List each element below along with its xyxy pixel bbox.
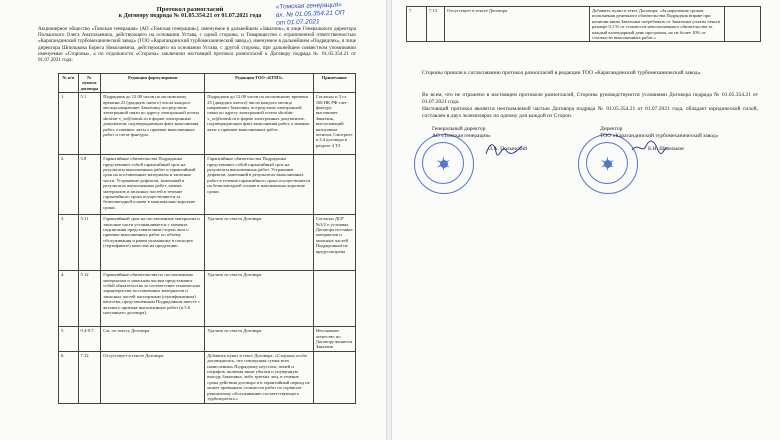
stamp-line: вх. № 01.05.354.21 ОП	[275, 9, 345, 19]
row-contractor-wording: Удалить из текста Договора	[205, 215, 313, 271]
row-clause: 7.13	[427, 7, 445, 42]
row-number: 3.	[59, 215, 79, 271]
protocol-title: Протокол разногласий	[156, 6, 224, 13]
row-clause: 5.11	[78, 215, 101, 271]
row-note: Согласно п.3 ст. 168 НК РФ счет-фактуру выставляет Заказчик, выступающий налоговым агентом. Смотрите п.3.4 договора в разделе 4 ТЗ	[313, 93, 355, 155]
signatory-org: АО «Томская генерация»	[432, 132, 491, 139]
row-number: 7.	[407, 7, 427, 42]
agreement-paragraph: Настоящий протокол является неотъемлемой частью Договора подряда № 01.05.354.21 от 01.07.2021 года, обладает юридической силой, составлен в двух экземплярах по одному для каждой из Сторон.	[422, 106, 758, 119]
table-header-row	[59, 74, 356, 93]
table-row	[59, 351, 356, 403]
row-contractor-wording: Добавить пункт в текст Договора: «Стороны особо договорились, что совокупная сумма всех начисленных Подрядчику неустоек, пеней и штрафов, включая иные убытки и упущенную выгоду Заказчика, либо третьих лиц, в течение срока действия договора и в гарантийный период не может превышать стоимости работ по сервисно-ремонтному обслуживанию соответствующего турбоагрегата.»	[205, 351, 313, 403]
stamp-line: «Томская генерация»	[275, 1, 342, 11]
row-customer-wording: Гарантийный срок на поставленные материалы и запасные части устанавливается с момента подписания представителями сторон акта о приемке выполненных работ по объему обслуживания и равен указанному в паспорте (сертификате) качества на продукцию.	[101, 215, 205, 271]
table-row	[407, 7, 761, 42]
signatory-name: О.А. Полынский	[488, 146, 528, 152]
table-row	[59, 327, 356, 352]
row-note	[313, 351, 355, 403]
signatory-role: Генеральный директор	[432, 126, 486, 132]
row-note: Неосновное агентство по Договору является Заказчик	[313, 327, 355, 352]
table-row	[59, 155, 356, 215]
handwritten-signature-left	[484, 140, 524, 158]
row-number: 5.	[59, 327, 79, 352]
row-note	[313, 155, 355, 215]
row-contractor-wording: Удалить из текста Договора	[205, 327, 313, 352]
row-number: 6.	[59, 351, 79, 403]
row-note	[313, 271, 355, 327]
signature-block-contractor	[600, 126, 750, 152]
row-customer-wording: См. по тексту Договора	[101, 327, 205, 352]
row-number: 2.	[59, 155, 79, 215]
table-row	[59, 215, 356, 271]
signatory-org: ТОО «Карагандинский турбомеханический завод»	[600, 132, 719, 139]
row-customer-wording: Гарантийные обязательства Подрядчика представляют собой гарантийный срок на результаты выполненных работ и гарантийный срок на поставленные материалы и запасные части. Устранение дефектов, замечаний в результатах выполненных работ, замена материалов и запасных частей в течение гарантийного срока осуществляются за безвозмездной основе в максимально короткие сроки.	[101, 155, 205, 215]
stamp-line: от 01.07.2021	[276, 18, 320, 27]
table-row	[59, 93, 356, 155]
agreement-paragraph: Во всем, что не отражено в настоящем протоколе разногласий, Стороны руководствуются условиями Договора подряда № 01.05.354.21 от 01.07.2021 года.	[422, 92, 758, 105]
table-row	[59, 271, 356, 327]
signatory-name: Б.Н. Шпильков	[648, 146, 684, 152]
row-contractor-wording: Удалить из текста Договора	[205, 271, 313, 327]
row-clause: 7.12	[78, 351, 101, 403]
document-page-left	[0, 0, 386, 440]
header-clause: № пункта договора	[78, 74, 101, 93]
document-page-right	[392, 0, 780, 440]
row-number: 1.	[59, 93, 79, 155]
row-customer-wording: Отсутствует в тексте Договора	[101, 351, 205, 403]
row-clause: 5.12	[78, 271, 101, 327]
header-number: № п/п	[59, 74, 79, 93]
row-contractor-wording: Гарантийные обязательства Подрядчика представляют собой гарантийный срок на результаты выполненных работ. Устранение дефектов, замечаний в результатах выполненных работ в течение гарантийного срока осуществляется на безвозмездной основе в максимально короткие сроки.	[205, 155, 313, 215]
row-note: Согласно ДСР №3/2 о условиях Договора поставка материалов и запасных частей Подрядчиком не предусмотрена	[313, 215, 355, 271]
row-customer-wording: Подрядчик до 12.00 часов по московскому времени 25 (двадцать пятого) числа каждого месяца направляет Заказчику посредством электронной связи по адресу электронной почты shoshin-v_se@tomsk.ru в форме электронных документов, подтверждающих факт выполнения работ, а именно: акты о приемке выполненных работ и счета-фактуры.	[101, 93, 205, 155]
header-contractor-wording: Редакция ТОО «КТМЗ»	[205, 74, 313, 93]
row-clause: 9.4-9.7	[78, 327, 101, 352]
company-seal-left	[414, 134, 474, 194]
company-seal-right	[578, 134, 638, 194]
header-note: Примечание	[313, 74, 355, 93]
handwritten-signature-right	[630, 138, 670, 156]
signatory-role: Директор	[600, 126, 623, 132]
row-clause: 5.1	[78, 93, 101, 155]
row-note	[725, 7, 761, 42]
row-contractor-wording: Подрядчик до 12.00 часов по московскому времени 25 (двадцать пятого) числа каждого месяца направляет Заказчику посредством электронной связи по адресу электронной почты shoshin-v_se@tomsk.ru в форме электронных документов, подтверждающих факт выполнения работ, а именно: акты о приемке выполненных работ.	[205, 93, 313, 155]
disagreement-table-continued	[406, 6, 761, 42]
row-number: 4.	[59, 271, 79, 327]
preamble-paragraph: Акционерное общество «Томская генерация» (АО «Томская генерация»), именуемое в дальнейшем «Заказчик», в лице Генерального директора Полынского Олега Анатольевича, действующего на основании Устава, с одной стороны, и Товарищество с ограниченной ответственностью «Карагандинский турбомеханический завод» (ТОО «Карагандинский турбомеханический завод»), именуемое в дальнейшем «Подрядчик», в лице директора Шпилькова Бориса Николаевича, действующего на основании Устава, с другой стороны, при дальнейшем совместном упоминании именуемые «Стороны», а по отдельности «Сторона» заключили настоящий протокол разногласий к Договору подряда № 01.05.354.21 от 01.07.2021 года:	[38, 26, 356, 64]
disagreement-table	[58, 73, 356, 404]
row-clause: 5.8	[78, 155, 101, 215]
protocol-subtitle: к Договору подряда № 01.05.354.21 от 01.07.2021 года	[118, 13, 262, 19]
signature-block-customer	[432, 126, 582, 152]
agreement-paragraph: Стороны пришли к согласованию протокол разногласий в редакции ТОО «Карагандинский турбомеханический завод».	[422, 70, 702, 76]
header-customer-wording: Редакция формулировки	[101, 74, 205, 93]
row-contractor-wording: Добавить пункт в текст Договора: «За нарушение сроков исполнения денежного обязательства Подрядчик вправе при наличии вины Заказчика потребовать от Заказчика уплаты пени в размере 0,1 % от стоимости неисполненного обязательства за каждый календарный день просрочки, но не более 10% от стоимости выполненных работ.»	[590, 7, 725, 42]
row-customer-wording: Отсутствует в тексте Договора	[445, 7, 590, 42]
row-customer-wording: Гарантийные обязательства по поставленным материалам и запасным частям представляют собой обязательства за соответствие технических характеристик поставленных материалов и запасных частей паспортным (сертификатным) качества, представленным Подрядчиком вместе с актами о приемке выполненных работ (п.5.6 настоящего договора).	[101, 271, 205, 327]
protocol-heading	[40, 6, 340, 20]
